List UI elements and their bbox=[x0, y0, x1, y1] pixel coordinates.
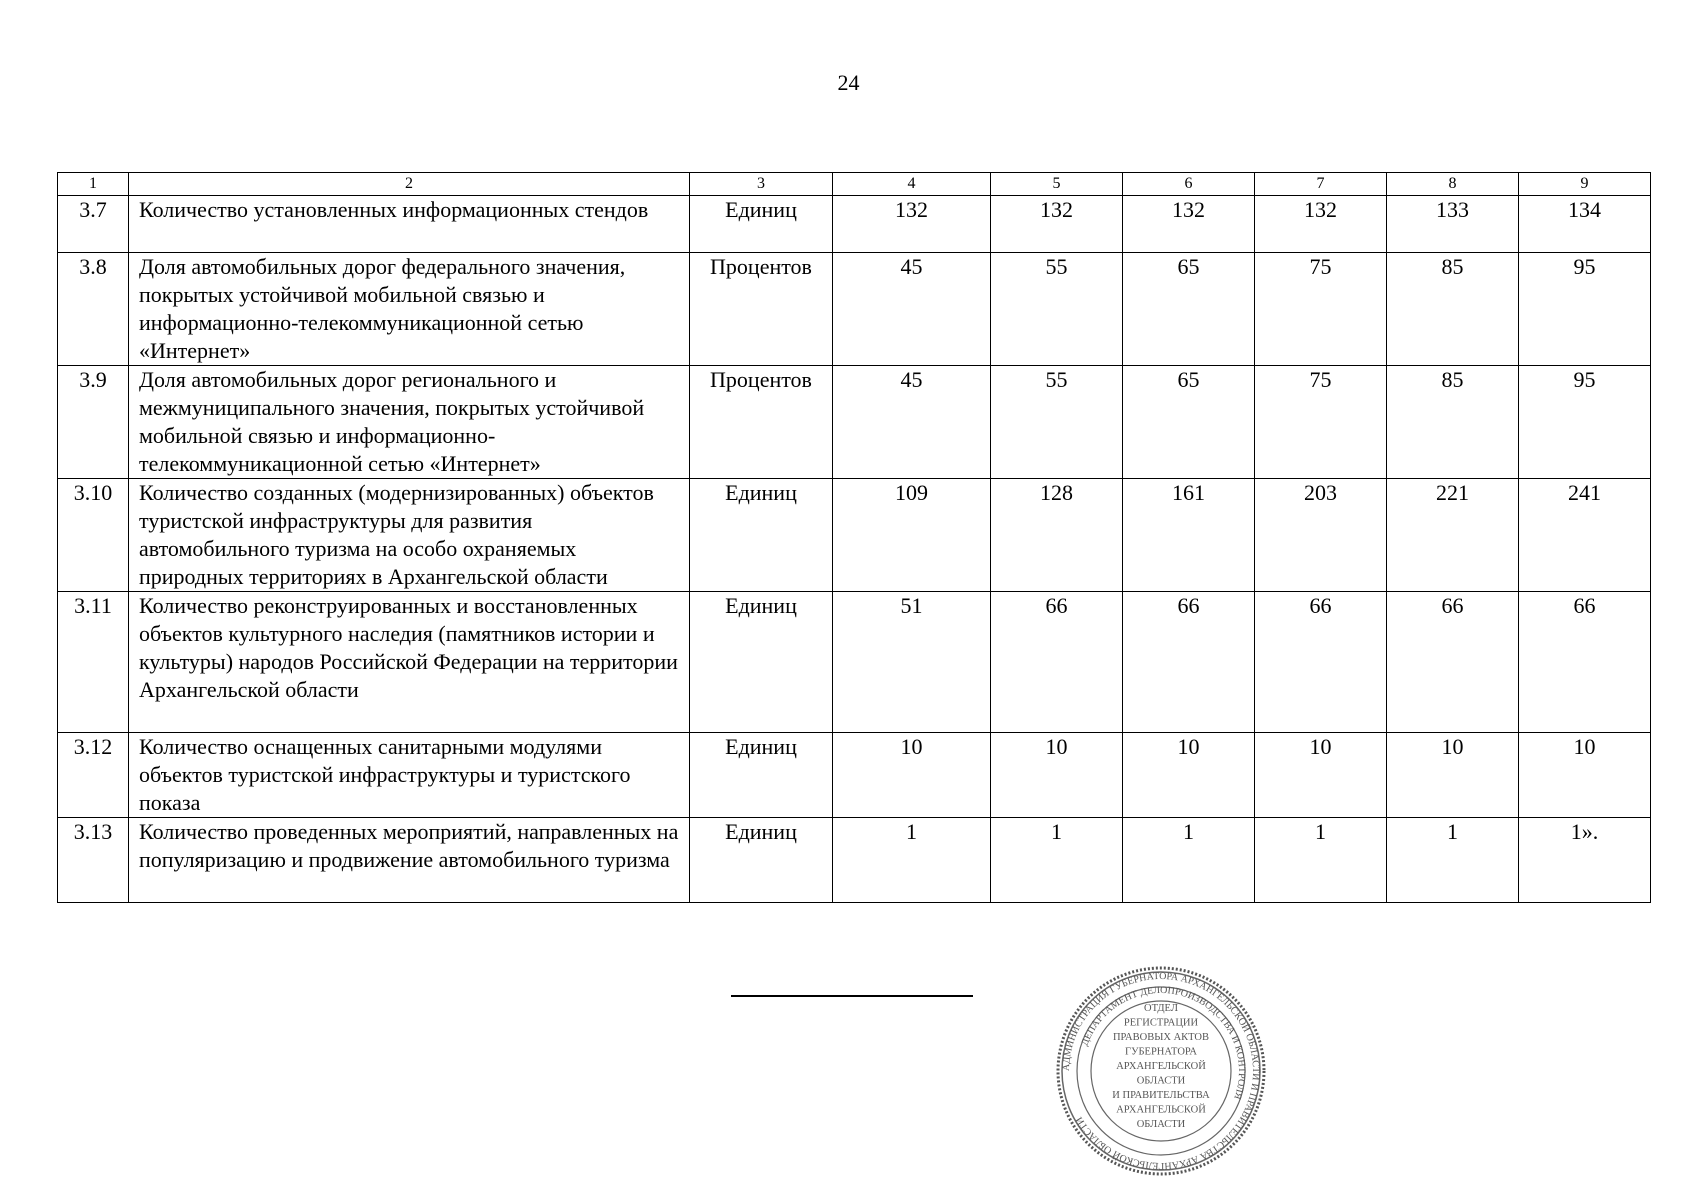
value-cell: 10 bbox=[991, 733, 1123, 818]
row-number: 3.9 bbox=[58, 366, 129, 479]
value-cell: 1 bbox=[1255, 818, 1387, 903]
value-cell: 95 bbox=[1519, 366, 1651, 479]
indicators-table bbox=[57, 172, 1651, 903]
indicator-name: Количество оснащенных санитарными модулями объектов туристской инфраструктуры и туристского показа bbox=[129, 733, 690, 818]
seal-center-line: РЕГИСТРАЦИИ bbox=[1123, 1017, 1199, 1029]
signature-line bbox=[731, 995, 973, 997]
column-number-row bbox=[58, 173, 1651, 196]
row-number: 3.13 bbox=[58, 818, 129, 903]
value-cell: 134 bbox=[1519, 196, 1651, 253]
indicator-name: Доля автомобильных дорог регионального и межмуниципального значения, покрытых устойчивой мобильной связью и информационно-телекоммуникационной сетью «Интернет» bbox=[129, 366, 690, 479]
value-cell: 1 bbox=[833, 818, 991, 903]
row-number: 3.8 bbox=[58, 253, 129, 366]
unit-cell: Единиц bbox=[690, 592, 833, 733]
indicator-name: Количество проведенных мероприятий, направленных на популяризацию и продвижение автомобильного туризма bbox=[129, 818, 690, 903]
indicator-name: Количество созданных (модернизированных) объектов туристской инфраструктуры для развития автомобильного туризма на особо охраняемых природных территориях в Архангельской области bbox=[129, 479, 690, 592]
row-number: 3.11 bbox=[58, 592, 129, 733]
value-cell: 10 bbox=[1519, 733, 1651, 818]
table-row bbox=[58, 479, 1651, 592]
column-number: 9 bbox=[1519, 173, 1651, 196]
value-cell: 10 bbox=[1387, 733, 1519, 818]
value-cell: 45 bbox=[833, 366, 991, 479]
value-cell: 66 bbox=[1255, 592, 1387, 733]
value-cell: 132 bbox=[833, 196, 991, 253]
indicator-name: Количество реконструированных и восстановленных объектов культурного наследия (памятников истории и культуры) народов Российской Федерации на территории Архангельской области bbox=[129, 592, 690, 733]
value-cell: 65 bbox=[1123, 366, 1255, 479]
value-cell: 1 bbox=[991, 818, 1123, 903]
column-number: 3 bbox=[690, 173, 833, 196]
column-number: 5 bbox=[991, 173, 1123, 196]
unit-cell: Единиц bbox=[690, 733, 833, 818]
seal-center-line: АРХАНГЕЛЬСКОЙ bbox=[1116, 1061, 1206, 1072]
table-row bbox=[58, 733, 1651, 818]
seal-center-line: ОБЛАСТИ bbox=[1136, 1119, 1186, 1130]
row-number: 3.12 bbox=[58, 733, 129, 818]
seal-center-line: ГУБЕРНАТОРА bbox=[1125, 1046, 1197, 1058]
value-cell: 128 bbox=[991, 479, 1123, 592]
seal-center-line: И ПРАВИТЕЛЬСТВА bbox=[1112, 1090, 1210, 1101]
value-cell: 66 bbox=[991, 592, 1123, 733]
value-cell: 75 bbox=[1255, 366, 1387, 479]
value-cell: 10 bbox=[1255, 733, 1387, 818]
unit-cell: Процентов bbox=[690, 253, 833, 366]
indicator-name: Количество установленных информационных стендов bbox=[129, 196, 690, 253]
value-cell: 221 bbox=[1387, 479, 1519, 592]
value-cell: 66 bbox=[1519, 592, 1651, 733]
column-number: 6 bbox=[1123, 173, 1255, 196]
unit-cell: Процентов bbox=[690, 366, 833, 479]
seal-outer-text: АДМИНИСТРАЦИЯ ГУБЕРНАТОРА АРХАНГЕЛЬСКОЙ ОБЛАСТИ И ПРАВИТЕЛЬСТВА АРХАНГЕЛЬСКОЙ ОБЛАСТИ bbox=[1060, 970, 1262, 1172]
column-number: 4 bbox=[833, 173, 991, 196]
seal-inner-text: ДЕПАРТАМЕНТ ДЕЛОПРОИЗВОДСТВА И КОНТРОЛЯ bbox=[1079, 984, 1248, 1101]
table-row bbox=[58, 196, 1651, 253]
row-number: 3.10 bbox=[58, 479, 129, 592]
value-cell: 132 bbox=[1123, 196, 1255, 253]
value-cell: 75 bbox=[1255, 253, 1387, 366]
value-cell: 1 bbox=[1123, 818, 1255, 903]
seal-center-text bbox=[1112, 1003, 1210, 1130]
row-number: 3.7 bbox=[58, 196, 129, 253]
value-cell: 55 bbox=[991, 253, 1123, 366]
value-cell: 55 bbox=[991, 366, 1123, 479]
value-cell: 66 bbox=[1123, 592, 1255, 733]
table-row bbox=[58, 592, 1651, 733]
seal-center-line: АРХАНГЕЛЬСКОЙ bbox=[1116, 1104, 1206, 1116]
column-number: 7 bbox=[1255, 173, 1387, 196]
value-cell: 1 bbox=[1387, 818, 1519, 903]
unit-cell: Единиц bbox=[690, 479, 833, 592]
column-number: 8 bbox=[1387, 173, 1519, 196]
value-cell: 45 bbox=[833, 253, 991, 366]
value-cell: 95 bbox=[1519, 253, 1651, 366]
value-cell: 85 bbox=[1387, 366, 1519, 479]
value-cell: 109 bbox=[833, 479, 991, 592]
page-number: 24 bbox=[837, 70, 860, 95]
value-cell: 85 bbox=[1387, 253, 1519, 366]
value-cell: 161 bbox=[1123, 479, 1255, 592]
seal-center-line: ОТДЕЛ bbox=[1144, 1003, 1178, 1014]
value-cell: 203 bbox=[1255, 479, 1387, 592]
value-cell: 51 bbox=[833, 592, 991, 733]
indicator-name: Доля автомобильных дорог федерального значения, покрытых устойчивой мобильной связью и информационно-телекоммуникационной сетью «Интернет» bbox=[129, 253, 690, 366]
value-cell: 132 bbox=[1255, 196, 1387, 253]
value-cell: 1». bbox=[1519, 818, 1651, 903]
value-cell: 66 bbox=[1387, 592, 1519, 733]
table-row bbox=[58, 253, 1651, 366]
column-number: 2 bbox=[129, 173, 690, 196]
value-cell: 241 bbox=[1519, 479, 1651, 592]
value-cell: 10 bbox=[833, 733, 991, 818]
value-cell: 65 bbox=[1123, 253, 1255, 366]
official-seal bbox=[1055, 965, 1267, 1177]
value-cell: 132 bbox=[991, 196, 1123, 253]
value-cell: 10 bbox=[1123, 733, 1255, 818]
table-row bbox=[58, 366, 1651, 479]
seal-center-line: ОБЛАСТИ bbox=[1136, 1075, 1186, 1087]
unit-cell: Единиц bbox=[690, 818, 833, 903]
value-cell: 133 bbox=[1387, 196, 1519, 253]
column-number: 1 bbox=[58, 173, 129, 196]
table-row bbox=[58, 818, 1651, 903]
seal-center-line: ПРАВОВЫХ АКТОВ bbox=[1112, 1032, 1210, 1043]
unit-cell: Единиц bbox=[690, 196, 833, 253]
